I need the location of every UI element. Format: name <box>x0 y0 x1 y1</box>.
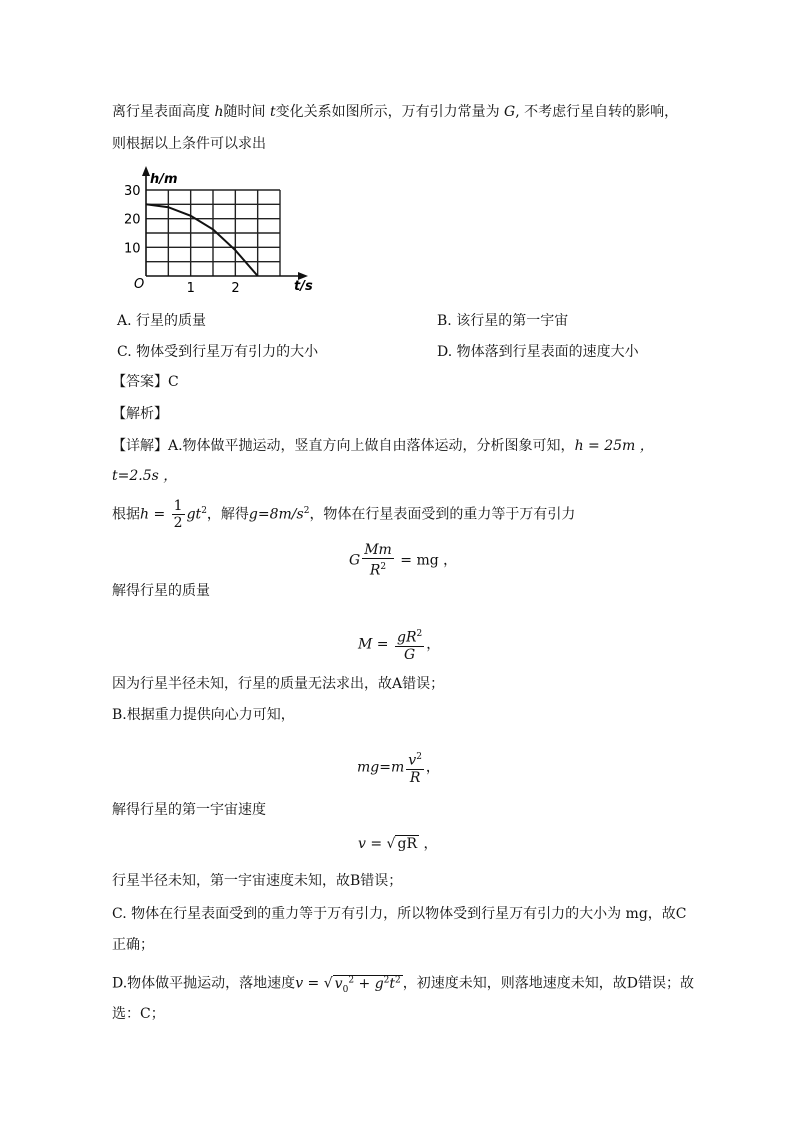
equation-text: ， <box>419 836 438 852</box>
c-line-2: 正确； <box>112 937 154 953</box>
origin-label: O <box>134 277 145 292</box>
question-line-1 <box>112 102 678 122</box>
a-conclusion: 因为行星半径未知，行星的质量无法求出，故A错误； <box>112 676 445 692</box>
detail-g-value: g=8m/s <box>248 506 304 523</box>
y-tick-label: 30 <box>124 184 141 199</box>
detail-h-value: h = 25m ， <box>574 438 654 454</box>
detail-t-value: t=2.5s ， <box>112 468 178 484</box>
answer-value: C <box>168 374 179 390</box>
b-line-1: B.根据重力提供向心力可知， <box>112 707 295 723</box>
detail-text: ，物体在行星表面受到的重力等于万有引力 <box>309 506 576 523</box>
detail-a-line-1 <box>112 436 654 456</box>
equation-speed: v = √ gR ， <box>358 836 438 852</box>
answer-line <box>112 372 179 392</box>
y-axis-arrow <box>142 166 150 176</box>
option-d[interactable]: D. 物体落到行星表面的速度大小 <box>437 344 639 360</box>
equation-gravity: G $\frac{Mm}{R^2}$ = mg ， <box>349 542 458 579</box>
y-axis-label: h/m <box>150 172 178 187</box>
var-G: G <box>504 104 516 120</box>
x-tick-label: 2 <box>231 281 240 296</box>
equation-text: ， <box>425 759 440 776</box>
detail-text: ，初速度未知，则落地速度未知，故D错误；故 <box>402 975 695 992</box>
var-t: t <box>269 104 276 120</box>
equation-centripetal: mg=m $\frac{v^2}{R}$ ， <box>357 749 440 786</box>
option-c[interactable]: C. 物体受到行星万有引力的大小 <box>117 344 319 360</box>
equation-text: = mg ， <box>395 552 458 569</box>
answer-label: 【答案】 <box>112 374 168 390</box>
d-line-1: D.物体做平抛运动，落地速度v = √ $v_0^2 + g^2t^2$ ，初速度未知，则落地速度未知，故D错误；故 <box>112 975 695 995</box>
detail-text: D.物体做平抛运动，落地速度 <box>112 975 296 992</box>
question-text: 离行星表面高度 <box>112 104 215 120</box>
detail-a-line-2 <box>112 466 177 486</box>
y-tick-label: 10 <box>124 241 141 257</box>
analysis-label: 【解析】 <box>112 406 168 422</box>
x-tick-label: 1 <box>186 281 195 296</box>
c-line-1: C. 物体在行星表面受到的重力等于万有引力，所以物体受到行星万有引力的大小为 mg，故C <box>112 906 687 922</box>
option-a[interactable]: A. 行星的质量 <box>117 313 207 329</box>
detail-text: 根据 <box>112 506 140 523</box>
d-line-2: 选：C； <box>112 1006 165 1022</box>
b-conclusion: 行星半径未知，第一宇宙速度未知，故B错误； <box>112 873 403 889</box>
detail-a-line-3: 根据h = $\frac{1}{2}$ $gt^2$，解得$g=8m/s^2$，物体在行星表面受到的重力等于万有引力 <box>112 498 576 531</box>
question-text: 随时间 <box>223 104 270 120</box>
detail-text: A.物体做平抛运动，竖直方向上做自由落体运动，分析图象可知， <box>168 438 575 454</box>
equation-mass: M = $\frac{gR^2}{G}$ ， <box>358 626 440 663</box>
height-curve <box>146 204 258 276</box>
solve-mass-line: 解得行星的质量 <box>112 583 210 599</box>
question-line-2: 则根据以上条件可以求出 <box>112 136 266 152</box>
equation-text: ， <box>426 636 441 653</box>
height-time-chart <box>112 160 322 300</box>
solve-speed-line: 解得行星的第一宇宙速度 <box>112 802 266 818</box>
detail-text: ，解得 <box>206 506 249 523</box>
detail-label: 【详解】 <box>112 438 168 454</box>
question-text: , 不考虑行星自转的影响， <box>515 104 679 120</box>
question-text: 变化关系如图所示，万有引力常量为 <box>275 104 505 120</box>
var-h: h <box>214 104 224 120</box>
x-axis-label: t/s <box>294 279 313 294</box>
option-b[interactable]: B. 该行星的第一宇宙 <box>437 313 569 329</box>
y-tick-label: 20 <box>124 212 141 228</box>
